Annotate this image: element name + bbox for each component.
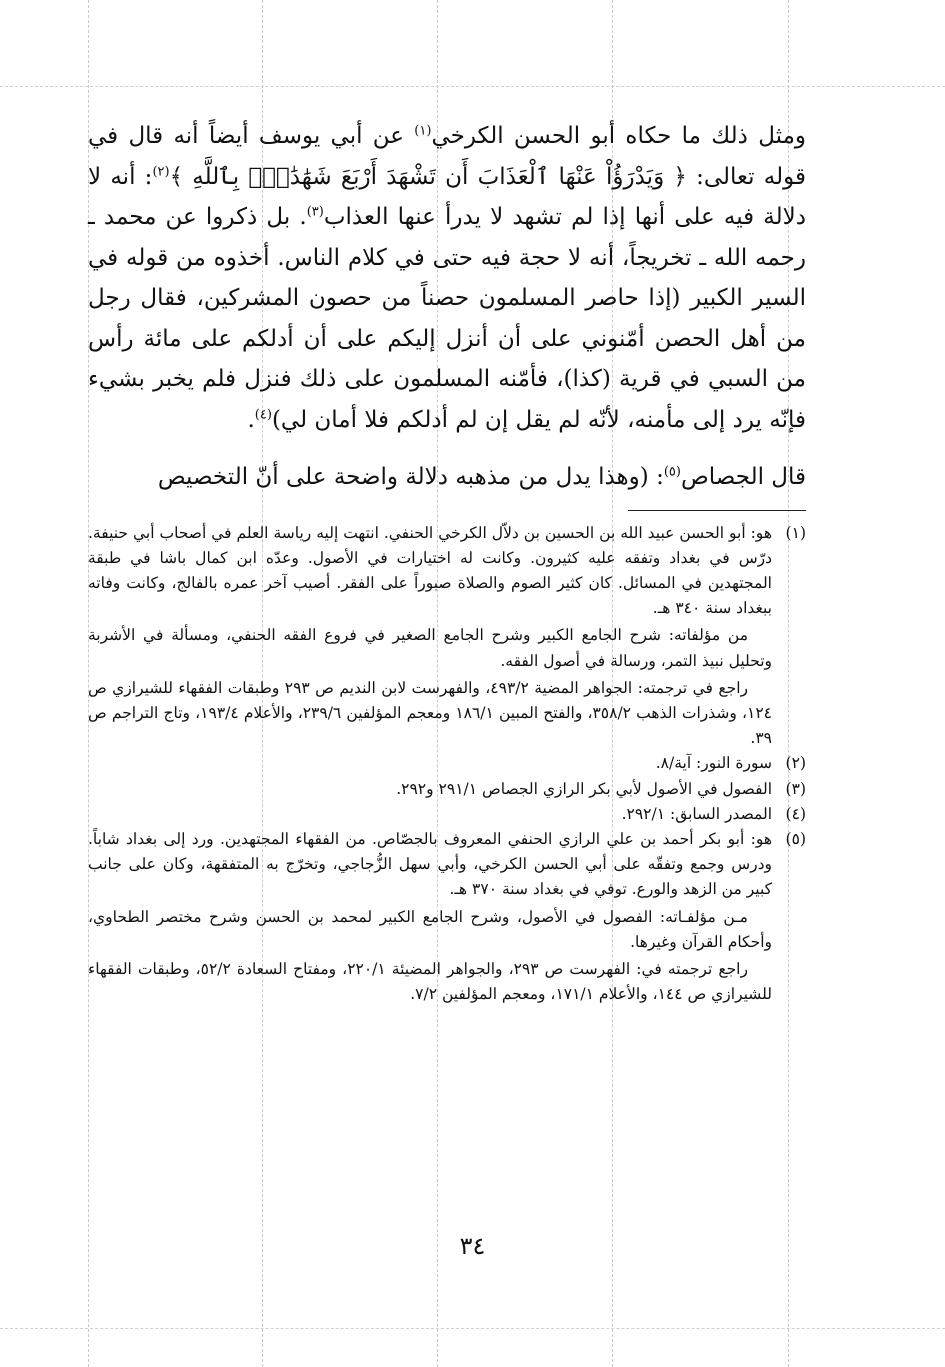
main-text <box>88 116 806 498</box>
footnote-number: (٥) <box>785 829 806 848</box>
footnote-works: مـن مؤلفـاته: الفصول في الأصول، وشرح الجامع الكبير لمحمد بن الحسن وشرح مختصر الطحاوي، وأحكام القرآن وغيرها. <box>88 907 772 951</box>
footnote-ref[interactable]: (١) <box>414 123 432 139</box>
footnote-body <box>88 521 772 752</box>
body-text: عن أبي يوسف أيضاً أنه قال في قوله تعالى: <box>88 123 806 190</box>
footnote-3 <box>88 777 806 802</box>
footnote-works: من مؤلفاته: شرح الجامع الكبير وشرح الجامع الصغير في فروع الفقه الحنفي، ومسألة في الأشربة وتحليل نبيذ التمر، ورسالة في أصول الفقه. <box>88 626 772 670</box>
body-text: . بل ذكروا عن محمد ـ رحمه الله ـ تخريجاً، أنه لا حجة فيه حتى في كلام الناس. أخذوه من قوله في السير الكبير (إذا حاصر المسلمون حصناً من حصون المشركين، فقال رجل من أهل الحصن أمّنوني على أن أنزل إليكم على أن أدلكم على مائة رأس من السبي في قرية (كذا)، فأمّنه المسلمون على ذلك فنزل فلم يخبر بشيء فإنّه يرد إلى مأمنه، لأنّه لم يقل إن لم أدلكم فلا أمان لي) <box>88 204 806 433</box>
footnote-ref[interactable]: (٤) <box>254 406 272 422</box>
footnote-1 <box>88 521 806 752</box>
scan-guide-line <box>0 86 945 87</box>
body-text: قال الجصاص <box>680 464 806 490</box>
footnote-text: هو: أبو بكر أحمد بن علي الرازي الحنفي المعروف بالجصّاص. من الفقهاء المجتهدين. ورد إلى بغداد شاباً. ودرس وجمع وتفقّه على أبي الحسن الكرخي، وأبي سهل الزُّجاجي، وتخرّج به المتفقهة، وكان على جانب كبير من الزهد والورع. توفي في بغداد سنة ٣٧٠ هـ. <box>88 829 772 899</box>
footnote-number: (٣) <box>785 779 806 798</box>
footnote-text: هو: أبو الحسن عبيد الله بن الحسين بن دلاّل الكرخي الحنفي. انتهت إليه رياسة العلم في أصحاب أبي حنيفة. درّس في بغداد وتفقه عليه كثيرون. وكانت له اختيارات في الأصول. وعدّه ابن كمال باشا في طبقة المجتهدين في المسائل. كان كثير الصوم والصلاة صبوراً على الفقر. أصيب آخر عمره بالفالج، وكانت وفاته ببغداد سنة ٣٤٠ هـ. <box>88 523 772 618</box>
footnote-number: (٢) <box>785 754 806 773</box>
footnote-4 <box>88 802 806 827</box>
body-text: ومثل ذلك ما حكاه أبو الحسن الكرخي <box>431 123 806 149</box>
footnote-2 <box>88 751 806 776</box>
footnote-body <box>88 827 772 1007</box>
footnote-separator <box>628 510 806 511</box>
footnote-text: المصدر السابق: ٢٩٢/١. <box>621 804 772 823</box>
footnote-ref[interactable]: (٥) <box>663 464 681 480</box>
footnote-text: سورة النور: آية/٨. <box>655 754 772 773</box>
body-text: . <box>247 406 255 433</box>
body-paragraph <box>88 457 806 498</box>
scan-guide-line <box>0 1328 945 1329</box>
footnote-references: راجع في ترجمته: الجواهر المضية ٤٩٣/٢، والفهرست لابن النديم ص ٢٩٣ وطبقات الفقهاء للشيرازي ص ١٢٤، وشذرات الذهب ٣٥٨/٢، والفتح المبين ١٨٦/١ ومعجم المؤلفين ٢٣٩/٦، والأعلام ١٩٣/٤، وتاج التراجم ص ٣٩. <box>88 678 772 748</box>
footnote-text: الفصول في الأصول لأبي بكر الرازي الجصاص ٢٩١/١ و٢٩٢. <box>396 779 772 798</box>
footnote-ref[interactable]: (٣) <box>306 204 324 220</box>
footnote-references: راجع ترجمته في: الفهرست ص ٢٩٣، والجواهر المضيئة ٢٢٠/١، ومفتاح السعادة ٥٢/٢، وطبقات الفقهاء للشيرازي ص ١٤٤، والأعلام ١٧١/١، ومعجم المؤلفين ٧/٢. <box>88 959 772 1004</box>
body-text: : (وهذا يدل من مذهبه دلالة واضحة على أنّ التخصيص <box>157 464 664 490</box>
footnote-number: (١) <box>785 523 806 542</box>
page-number: ٣٤ <box>459 1232 486 1260</box>
body-text: : أنه لا دلالة فيه على أنها إذا لم تشهد لا يدرأ عنها العذاب <box>88 163 806 230</box>
quran-verse: ﴿ وَيَدْرَؤُاْ عَنْهَا ٱلْعَذَابَ أَن تَشْهَدَ أَرْبَعَ شَهَٰدَٰتٍۭ بِٱللَّهِ ﴾ <box>169 163 687 190</box>
document-page <box>88 116 806 1007</box>
footnotes <box>88 521 806 1008</box>
footnote-ref[interactable]: (٢) <box>152 163 170 179</box>
footnote-5 <box>88 827 806 1007</box>
body-paragraph <box>88 116 806 440</box>
footnote-number: (٤) <box>785 804 806 823</box>
